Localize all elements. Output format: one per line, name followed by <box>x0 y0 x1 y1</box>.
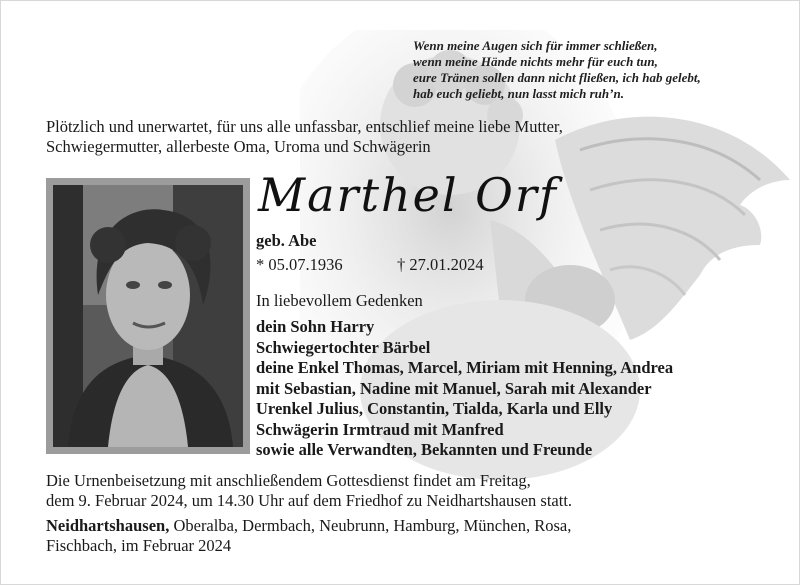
life-dates <box>256 255 484 275</box>
mourner-line: dein Sohn Harry <box>256 317 375 336</box>
portrait-photo <box>53 185 243 447</box>
places-line <box>46 516 766 536</box>
intro-line: Plötzlich und unerwartet, für uns alle unfassbar, entschlief meine liebe Mutter, <box>46 117 563 136</box>
service-line: dem 9. Februar 2024, um 14.30 Uhr auf dem Friedhof zu Neidhartshausen statt. <box>46 491 573 510</box>
places-line-2: Fischbach, im Februar 2024 <box>46 536 232 555</box>
intro-text <box>46 117 746 157</box>
service-line: Die Urnenbeisetzung mit anschließendem Gottesdienst findet am Freitag, <box>46 471 531 490</box>
birth-date: * 05.07.1936 <box>256 255 343 274</box>
mourner-line: Schwiegertochter Bärbel <box>256 337 431 357</box>
mourner-line: mit Sebastian, Nadine mit Manuel, Sarah mit Alexander <box>256 378 652 398</box>
mourner-line: Urenkel Julius, Constantin, Tialda, Karla und Elly <box>256 399 613 418</box>
places-bold: Neidhartshausen, <box>46 516 170 535</box>
poem <box>413 38 793 102</box>
poem-line: wenn meine Hände nichts mehr für euch tun, <box>413 54 658 69</box>
maiden-name: geb. Abe <box>256 231 317 250</box>
poem-line: eure Tränen sollen dann nicht fließen, ich hab gelebt, <box>413 70 701 85</box>
mourners-list <box>256 317 776 461</box>
mourner-line: deine Enkel Thomas, Marcel, Miriam mit Henning, Andrea <box>256 358 674 377</box>
mourner-line: Schwägerin Irmtraud mit Manfred <box>256 419 504 439</box>
death-date: † 27.01.2024 <box>397 255 484 274</box>
service-info <box>46 471 766 511</box>
places-rest: Oberalba, Dermbach, Neubrunn, Hamburg, München, Rosa, <box>169 516 572 535</box>
places-info <box>46 516 766 556</box>
memory-heading: In liebevollem Gedenken <box>256 291 423 310</box>
poem-line: Wenn meine Augen sich für immer schließen, <box>413 38 658 53</box>
poem-line: hab euch geliebt, nun lasst mich ruh’n. <box>413 86 624 101</box>
intro-line: Schwiegermutter, allerbeste Oma, Uroma und Schwägerin <box>46 137 431 156</box>
portrait-frame <box>46 178 250 454</box>
deceased-name: Marthel Orf <box>258 168 558 222</box>
mourner-line: sowie alle Verwandten, Bekannten und Freunde <box>256 440 593 459</box>
